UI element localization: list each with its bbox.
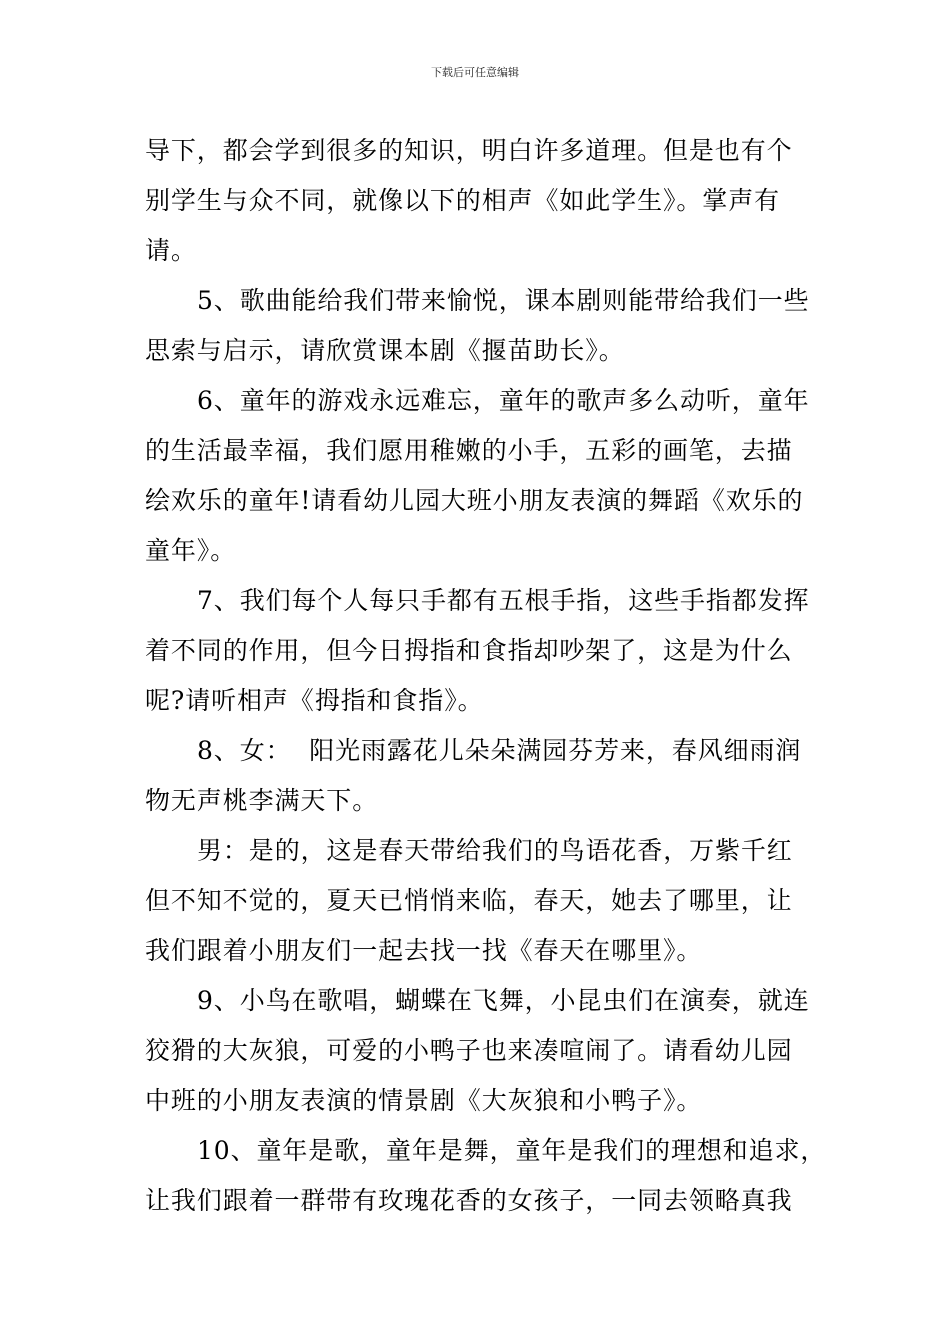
text-line: 9、小鸟在歌唱，蝴蝶在飞舞，小昆虫们在演奏，就连 bbox=[197, 986, 810, 1015]
page-header: 下载后可任意编辑 bbox=[431, 66, 519, 79]
text-line: 5、歌曲能给我们带来愉悦，课本剧则能带给我们一些 bbox=[197, 286, 810, 315]
paragraph bbox=[145, 726, 815, 826]
text-line: 8、女： 阳光雨露花儿朵朵满园芬芳来，春风细雨润 bbox=[197, 736, 802, 765]
paragraph bbox=[145, 576, 815, 726]
text-line: 绘欢乐的童年!请看幼儿园大班小朋友表演的舞蹈《欢乐的 bbox=[145, 486, 804, 515]
text-line: 我们跟着小朋友们一起去找一找《春天在哪里》。 bbox=[145, 936, 703, 965]
text-line: 物无声桃李满天下。 bbox=[145, 786, 379, 815]
paragraph bbox=[145, 1126, 827, 1226]
text-line: 着不同的作用，但今日拇指和食指却吵架了，这是为什么 bbox=[145, 636, 793, 665]
text-line: 6、童年的游戏永远难忘，童年的歌声多么动听，童年 bbox=[197, 386, 810, 415]
paragraph bbox=[145, 376, 815, 576]
text-line: 的生活最幸福，我们愿用稚嫩的小手，五彩的画笔，去描 bbox=[145, 436, 793, 465]
text-line: 狡猾的大灰狼，可爱的小鸭子也来凑喧闹了。请看幼儿园 bbox=[145, 1036, 793, 1065]
text-line: 思索与启示，请欣赏课本剧《揠苗助长》。 bbox=[145, 336, 625, 365]
text-line: 别学生与众不同，就像以下的相声《如此学生》。掌声有 bbox=[145, 186, 781, 215]
document-body bbox=[145, 126, 827, 1226]
text-line: 呢?请听相声《拇指和食指》。 bbox=[145, 686, 484, 715]
text-line: 7、我们每个人每只手都有五根手指，这些手指都发挥 bbox=[197, 586, 810, 615]
paragraph bbox=[145, 826, 815, 976]
text-line: 10、童年是歌，童年是舞，童年是我们的理想和追求， bbox=[197, 1136, 827, 1165]
text-line: 导下，都会学到很多的知识，明白许多道理。但是也有个 bbox=[145, 136, 793, 165]
text-line: 男：是的，这是春天带给我们的鸟语花香，万紫千红 bbox=[197, 836, 793, 865]
paragraph bbox=[145, 276, 815, 376]
text-line: 请。 bbox=[145, 236, 197, 265]
paragraph bbox=[145, 976, 815, 1126]
text-line: 但不知不觉的，夏天已悄悄来临，春天，她去了哪里，让 bbox=[145, 886, 793, 915]
paragraph bbox=[145, 126, 815, 276]
text-line: 童年》。 bbox=[145, 536, 237, 565]
text-line: 让我们跟着一群带有玫瑰花香的女孩子，一同去领略真我 bbox=[145, 1186, 793, 1215]
text-line: 中班的小朋友表演的情景剧《大灰狼和小鸭子》。 bbox=[145, 1086, 703, 1115]
